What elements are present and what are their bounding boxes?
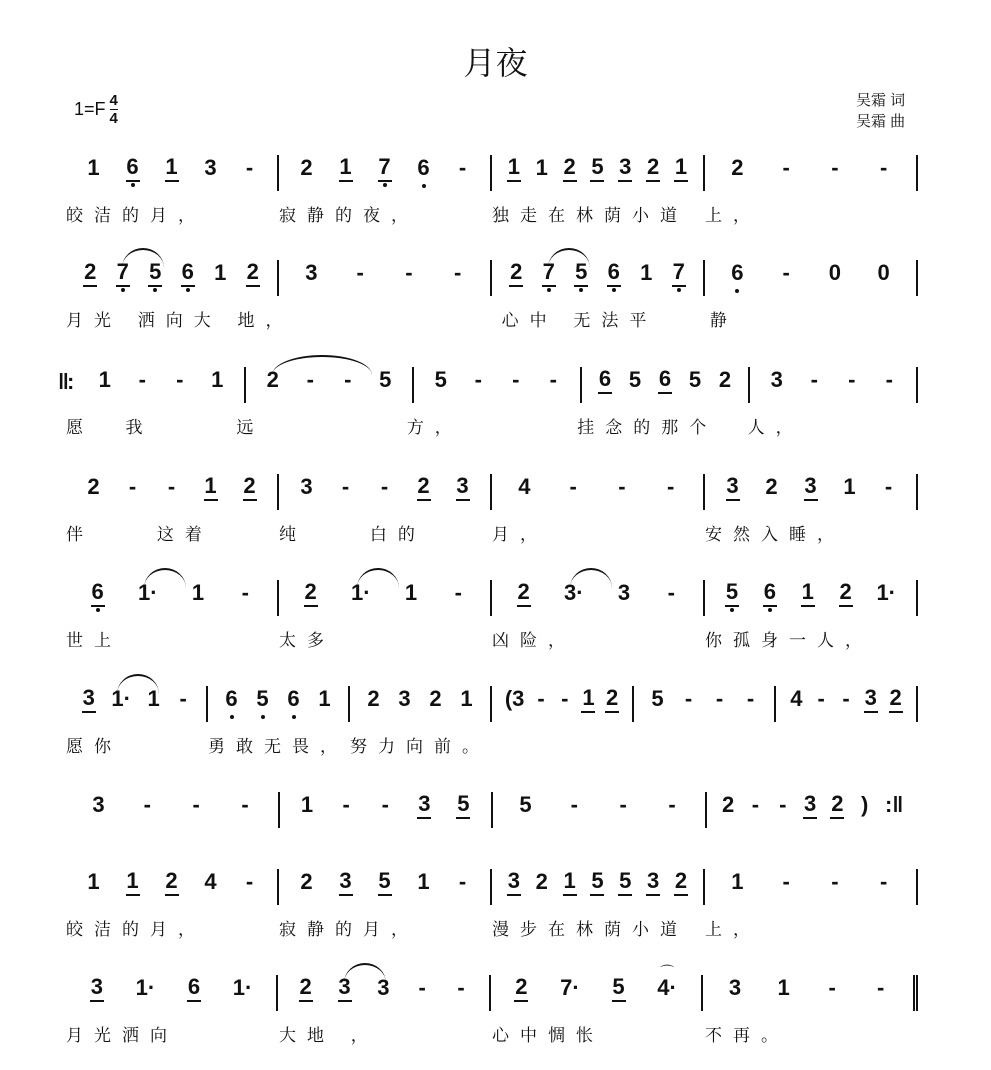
dash-note: - xyxy=(885,367,893,392)
notes-line xyxy=(66,260,918,300)
dash-note: - xyxy=(457,975,465,1000)
notes-line xyxy=(66,155,918,195)
song-title: 月夜 xyxy=(463,45,528,81)
note: 2 xyxy=(429,686,442,711)
dash-note: - xyxy=(879,155,888,180)
score-row xyxy=(66,474,918,545)
note: 6 xyxy=(181,260,195,287)
note: 3 xyxy=(305,260,318,285)
dash-note: - xyxy=(537,686,545,711)
note: 0 xyxy=(877,260,890,285)
note: 1 xyxy=(126,869,140,896)
measure xyxy=(66,792,280,828)
lyric: 愿 我 xyxy=(66,418,154,437)
note: 5 xyxy=(590,155,604,182)
measure xyxy=(279,580,492,616)
dash-note: - xyxy=(684,686,693,711)
measure xyxy=(492,260,705,296)
score-row xyxy=(66,975,918,1046)
note: 1 xyxy=(165,155,179,182)
note: 6 xyxy=(763,580,777,607)
dash-note: - xyxy=(192,792,200,817)
note: 3· xyxy=(564,580,584,605)
note: 1 xyxy=(417,869,430,894)
dash-note: - xyxy=(879,869,888,894)
dash-note: - xyxy=(782,869,790,894)
note: 3 xyxy=(803,792,817,819)
lyric: 远 xyxy=(236,418,265,437)
dash-note: - xyxy=(458,869,467,894)
measure xyxy=(246,367,414,403)
dash-note: - xyxy=(474,367,482,392)
dash-note: - xyxy=(842,686,850,711)
note: 2 xyxy=(417,474,431,501)
note: 1 xyxy=(507,155,521,182)
measure xyxy=(582,367,750,403)
key-signature xyxy=(74,92,118,127)
note: 2 xyxy=(517,580,531,607)
lyrics-line xyxy=(66,201,918,226)
note: 6 xyxy=(126,155,140,182)
note: 1 xyxy=(640,260,653,285)
lyric xyxy=(293,306,501,331)
measure xyxy=(492,155,705,191)
note: 1 xyxy=(98,367,111,392)
dash-note: - xyxy=(569,474,577,499)
lyric: 月光洒向 xyxy=(66,1026,178,1045)
note: 1 xyxy=(674,155,688,182)
lyric xyxy=(634,732,776,757)
note: 5 xyxy=(612,975,626,1002)
dash-note: - xyxy=(454,580,462,605)
measure xyxy=(705,580,918,616)
note: 1 xyxy=(147,686,160,711)
measure xyxy=(66,260,279,296)
lyric: 寂静的夜， xyxy=(279,206,419,225)
note: 3 xyxy=(377,975,390,1000)
note: 3 xyxy=(456,474,470,501)
lyric: 寂静的月， xyxy=(279,920,419,939)
lyrics-line xyxy=(66,1021,918,1046)
measure xyxy=(279,155,492,191)
note: 7 xyxy=(116,260,130,287)
note: 1 xyxy=(843,474,856,499)
note: 5 xyxy=(725,580,739,607)
dash-note: - xyxy=(877,975,885,1000)
dash-note: - xyxy=(341,474,350,499)
note: 2 xyxy=(830,792,844,819)
note: 2 xyxy=(246,260,260,287)
score-row xyxy=(66,580,918,651)
note: 5 xyxy=(456,792,470,819)
note: 1 xyxy=(204,474,218,501)
lyric: 静 xyxy=(709,311,738,330)
note: 1 xyxy=(300,792,314,817)
dash-note: - xyxy=(667,580,675,605)
lyric: 人， xyxy=(747,418,804,437)
note: 2 xyxy=(718,367,732,392)
note: 2 xyxy=(299,975,313,1002)
notes-line xyxy=(66,975,918,1015)
dash-note: - xyxy=(458,155,467,180)
measure xyxy=(279,869,492,905)
dash-note: - xyxy=(831,155,839,180)
note: 2 xyxy=(509,260,523,287)
measure xyxy=(492,580,705,616)
note: 1 xyxy=(87,869,100,894)
measure xyxy=(279,260,492,296)
lyric: 皎洁的月， xyxy=(66,206,206,225)
measure xyxy=(278,975,490,1011)
note: 1· xyxy=(138,580,158,605)
lyric xyxy=(776,732,918,757)
note: 1 xyxy=(404,580,418,605)
note: 5 xyxy=(256,686,269,711)
note: 4 xyxy=(204,869,217,894)
lyric: 安然入睡， xyxy=(705,525,845,544)
lyric: 勇敢无畏， xyxy=(208,737,348,756)
note: 7· xyxy=(560,975,580,1000)
note: 2 xyxy=(765,474,778,499)
measure xyxy=(279,474,492,510)
note: 5 xyxy=(688,367,702,392)
lyric: 伴 这着 xyxy=(66,525,213,544)
lyric: 独走在林荫小道 xyxy=(492,206,688,225)
note: 1 xyxy=(777,975,790,1000)
dash-note: - xyxy=(782,260,790,285)
dash-note: - xyxy=(241,580,249,605)
measure xyxy=(280,792,494,828)
measure xyxy=(705,155,918,191)
note: 2 xyxy=(646,155,660,182)
lyric xyxy=(492,732,634,757)
note: 1 xyxy=(731,869,744,894)
note: 1 xyxy=(318,686,331,711)
note: 6 xyxy=(187,975,201,1002)
note: 5 xyxy=(148,260,162,287)
measure xyxy=(750,367,918,403)
measure xyxy=(705,474,918,510)
lyric: 上， xyxy=(705,206,761,225)
note: 1 xyxy=(191,580,205,605)
note: 1 xyxy=(801,580,815,607)
dash-note: - xyxy=(179,686,187,711)
note: 1 xyxy=(87,155,100,180)
dash-note: - xyxy=(561,686,569,711)
composer: 吴霜 曲 xyxy=(856,113,906,130)
note: 5 xyxy=(379,367,392,392)
measure xyxy=(414,367,582,403)
dash-note: - xyxy=(668,792,676,817)
note: 3 xyxy=(864,686,878,713)
lyric: 大地 ， xyxy=(279,1026,379,1045)
note: ⌒ 4· xyxy=(657,975,677,1001)
note: 3 xyxy=(204,155,217,180)
note: 5 xyxy=(378,869,392,896)
score-row xyxy=(66,260,918,331)
note: 1· xyxy=(111,686,131,711)
note: 4 xyxy=(518,474,531,499)
dash-note: - xyxy=(549,367,557,392)
note: 2 xyxy=(605,686,619,713)
note: 6 xyxy=(658,367,672,394)
dash-note: - xyxy=(779,792,787,817)
note: 4 xyxy=(790,686,803,711)
dash-note: - xyxy=(782,155,790,180)
dash-note: - xyxy=(570,792,578,817)
note: 2 xyxy=(300,869,313,894)
lyric: 太多 xyxy=(279,631,335,650)
lyric: 你孤身一人， xyxy=(705,631,873,650)
measure xyxy=(78,367,246,403)
lyrics-line xyxy=(66,306,918,331)
measure xyxy=(705,260,918,296)
note: 2 xyxy=(165,869,179,896)
note: 2 xyxy=(563,155,577,182)
note: 2 xyxy=(83,260,97,287)
note: 1 xyxy=(535,155,548,180)
measure xyxy=(66,869,279,905)
measure xyxy=(66,686,208,722)
note: 6 xyxy=(598,367,612,394)
dash-note: - xyxy=(380,474,389,499)
note: 2 xyxy=(889,686,903,713)
dash-note: - xyxy=(418,975,426,1000)
measure xyxy=(492,869,705,905)
note: 3 xyxy=(82,686,96,713)
note: 3 xyxy=(728,975,742,1000)
dash-note: - xyxy=(381,792,389,817)
measure xyxy=(776,686,918,722)
note: 5 xyxy=(434,367,447,392)
note: 5 xyxy=(628,367,642,392)
lyrics-line xyxy=(66,915,918,940)
note: 2 xyxy=(266,367,279,392)
measure xyxy=(350,686,492,722)
note: 3 xyxy=(300,474,313,499)
note: 2 xyxy=(243,474,257,501)
note: 7 xyxy=(672,260,686,287)
note: 3 xyxy=(507,869,521,896)
note: 1· xyxy=(351,580,371,605)
note: 1 xyxy=(339,155,353,182)
dash-note: - xyxy=(306,367,314,392)
score-row xyxy=(58,366,918,438)
measure xyxy=(491,975,703,1011)
note: 6 xyxy=(417,155,430,180)
note: 5 xyxy=(590,869,604,896)
note: 5 xyxy=(519,792,532,817)
note: 2 xyxy=(674,869,688,896)
note: 6 xyxy=(287,686,300,711)
lyric: 心中 无法平 xyxy=(501,311,658,330)
lyric: 月光 洒向大 地， xyxy=(66,311,294,330)
note: 3 xyxy=(726,474,740,501)
note: 1 xyxy=(460,686,473,711)
dash-note: - xyxy=(245,155,254,180)
note: 0 xyxy=(828,260,841,285)
note: 3 xyxy=(398,686,411,711)
measure xyxy=(707,792,919,828)
note: 3 xyxy=(618,155,632,182)
lyrics-line xyxy=(66,520,918,545)
note: 1 xyxy=(563,869,577,896)
dash-note: - xyxy=(751,792,760,817)
note: 3 xyxy=(417,792,431,819)
note: 1· xyxy=(876,580,896,605)
notes-line xyxy=(66,474,918,514)
dash-note: - xyxy=(143,792,151,817)
note: 6 xyxy=(225,686,238,711)
note: 2 xyxy=(839,580,853,607)
dash-note: - xyxy=(512,367,520,392)
notes-line xyxy=(66,792,918,832)
lyrics-line xyxy=(66,626,918,651)
dash-note: - xyxy=(746,686,755,711)
score-row xyxy=(66,869,918,940)
measure xyxy=(66,474,279,510)
note: (3 xyxy=(504,686,525,711)
measure xyxy=(634,686,776,722)
lyric: 皎洁的月， xyxy=(66,920,206,939)
dash-note: - xyxy=(884,474,893,499)
lyric: 纯 白的 xyxy=(279,525,426,544)
dash-note: - xyxy=(356,260,364,285)
note: 3 xyxy=(617,580,631,605)
lyric: 心中惆怅 xyxy=(492,1026,604,1045)
dash-note: - xyxy=(245,869,254,894)
measure xyxy=(66,580,279,616)
time-beats: 4 xyxy=(109,92,118,109)
key-label: 1=F xyxy=(74,99,106,119)
measure xyxy=(703,975,918,1011)
note: 3 xyxy=(339,869,353,896)
dash-note: - xyxy=(817,686,825,711)
note: 1 xyxy=(211,367,224,392)
measure xyxy=(66,155,279,191)
note: 3 xyxy=(92,792,105,817)
dash-note: - xyxy=(828,975,836,1000)
lyric: 上， xyxy=(705,920,761,939)
dash-note: - xyxy=(618,474,626,499)
notes-line xyxy=(66,869,918,909)
note: 1· xyxy=(135,975,156,1000)
dash-note: - xyxy=(848,367,856,392)
lyric: 努力向前。 xyxy=(350,737,490,756)
lyric: 不再。 xyxy=(705,1026,789,1045)
note: 7 xyxy=(542,260,556,287)
lyric: 挂念的那个 xyxy=(577,418,718,437)
time-unit: 4 xyxy=(109,110,118,127)
note: 1 xyxy=(214,260,227,285)
lyric: 凶险， xyxy=(492,631,576,650)
note: 6 xyxy=(731,260,744,285)
dash-note: - xyxy=(666,474,675,499)
note: 3 xyxy=(646,869,660,896)
note: 3 xyxy=(338,975,352,1002)
dash-note: - xyxy=(342,792,350,817)
repeat-start-sign: ‖: xyxy=(58,369,73,394)
note: 3 xyxy=(804,474,818,501)
dash-note: - xyxy=(831,869,839,894)
dash-note: - xyxy=(344,367,352,392)
measure xyxy=(493,792,707,828)
lyric: 漫步在林荫小道 xyxy=(492,920,688,939)
note: :‖ xyxy=(885,792,904,817)
note: 6 xyxy=(607,260,621,287)
lyric: 月， xyxy=(492,525,548,544)
measure xyxy=(492,474,705,510)
measure xyxy=(705,869,918,905)
notes-line xyxy=(66,580,918,620)
note: 3 xyxy=(90,975,104,1002)
note: 1· xyxy=(232,975,253,1000)
note: 7 xyxy=(378,155,392,182)
note: 5 xyxy=(651,686,664,711)
lyricist: 吴霜 词 xyxy=(856,92,906,109)
dash-note: - xyxy=(453,260,462,285)
notes-line xyxy=(66,686,918,726)
dash-note: - xyxy=(810,367,818,392)
lyrics-line xyxy=(66,732,918,757)
score-row xyxy=(66,155,918,226)
lyric: 愿你 xyxy=(66,737,122,756)
dash-note: - xyxy=(138,367,146,392)
measure xyxy=(492,686,634,722)
note: ) xyxy=(861,792,869,817)
dash-note: - xyxy=(715,686,724,711)
note: 5 xyxy=(574,260,588,287)
credits xyxy=(856,90,905,132)
measure xyxy=(66,975,278,1011)
note: 2 xyxy=(304,580,318,607)
note: 2 xyxy=(300,155,313,180)
lyrics-line xyxy=(66,413,918,438)
note: 2 xyxy=(731,155,744,180)
notes-line xyxy=(66,367,918,407)
note: 2 xyxy=(367,686,380,711)
note: 3 xyxy=(770,367,783,392)
lyric: 世上 xyxy=(66,631,122,650)
dash-note: - xyxy=(405,260,413,285)
score-row xyxy=(66,686,918,757)
note: 1 xyxy=(581,686,595,713)
dash-note: - xyxy=(241,792,249,817)
dash-note: - xyxy=(128,474,137,499)
dash-note: - xyxy=(619,792,627,817)
measure xyxy=(208,686,350,722)
note: 2 xyxy=(87,474,100,499)
time-signature xyxy=(110,92,118,127)
lyric: 方， xyxy=(406,418,463,437)
dash-note: - xyxy=(167,474,176,499)
dash-note: - xyxy=(176,367,184,392)
note: 6 xyxy=(91,580,105,607)
note: 2 xyxy=(535,869,548,894)
note: 5 xyxy=(618,869,632,896)
note: 2 xyxy=(722,792,735,817)
score-row xyxy=(66,792,918,838)
note: 2 xyxy=(514,975,528,1002)
